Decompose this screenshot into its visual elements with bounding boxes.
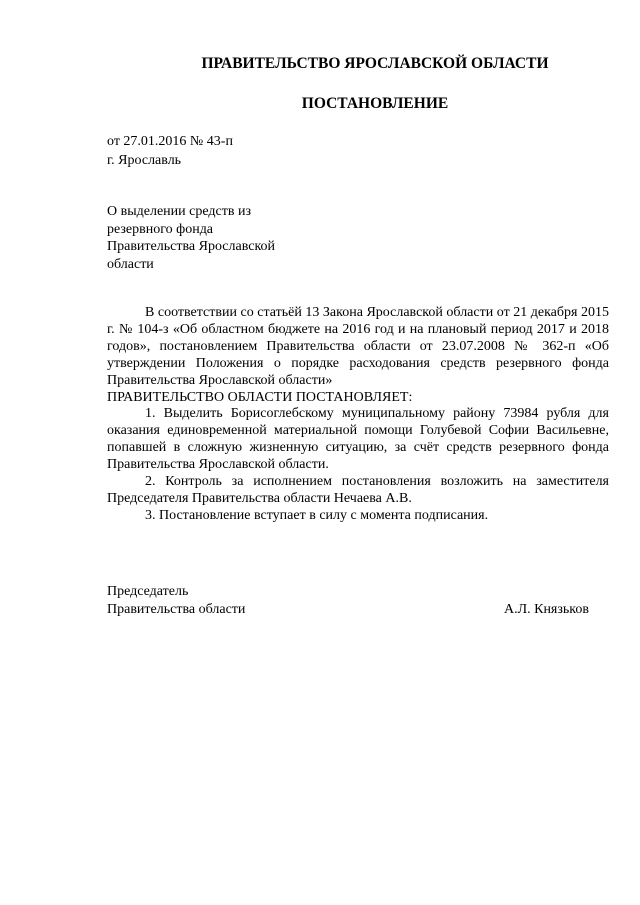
signatory-position-line-2: Правительства области (107, 602, 246, 617)
item-3-paragraph: 3. Постановление вступает в силу с момента подписания. (145, 507, 489, 523)
signature-row-1 (107, 583, 589, 601)
date-number-line: от 27.01.2016 № 43-п (107, 134, 233, 149)
item-2-paragraph: 2. Контроль за исполнением постановления возложить на заместителя Председателя Правительства области Нечаева А.В. (107, 474, 609, 506)
subject-line: области (107, 256, 154, 272)
document-subject (107, 203, 275, 273)
subject-line: Правительства Ярославской (107, 239, 276, 254)
government-title: ПРАВИТЕЛЬСТВО ЯРОСЛАВСКОЙ ОБЛАСТИ (201, 55, 549, 72)
document-meta (107, 132, 233, 170)
decree-line: ПРАВИТЕЛЬСТВО ОБЛАСТИ ПОСТАНОВЛЯЕТ: (107, 389, 413, 405)
subject-line: резервного фонда (107, 221, 214, 237)
signatory-name: А.Л. Князьков (504, 602, 589, 617)
subject-line: О выделении средств из (107, 204, 251, 219)
signatory-position-line-1: Председатель (107, 584, 189, 599)
city-line: г. Ярославль (107, 153, 182, 168)
signature-block (107, 583, 589, 619)
document-type-title: ПОСТАНОВЛЕНИЕ (301, 95, 449, 112)
document-body (107, 305, 609, 525)
item-1-paragraph: 1. Выделить Борисоглебскому муниципальному району 73984 рубля для оказания единовременной материальной помощи Голубевой Софии Васильевне, попавшей в сложную жизненную ситуацию, за счёт средств резервного фонда Правительства Ярославской области. (107, 406, 609, 473)
signature-row-2 (107, 601, 589, 619)
preamble-paragraph: В соответствии со статьёй 13 Закона Ярославской области от 21 декабря 2015 г. № 104-з «Об областном бюджете на 2016 год и на плановый период 2017 и 2018 годов», постановлением Правительства области от 23.07.2008 № 362-п «Об утверждении Положения о порядке расходования средств резервного фонда Правительства Ярославской области» (107, 305, 609, 388)
